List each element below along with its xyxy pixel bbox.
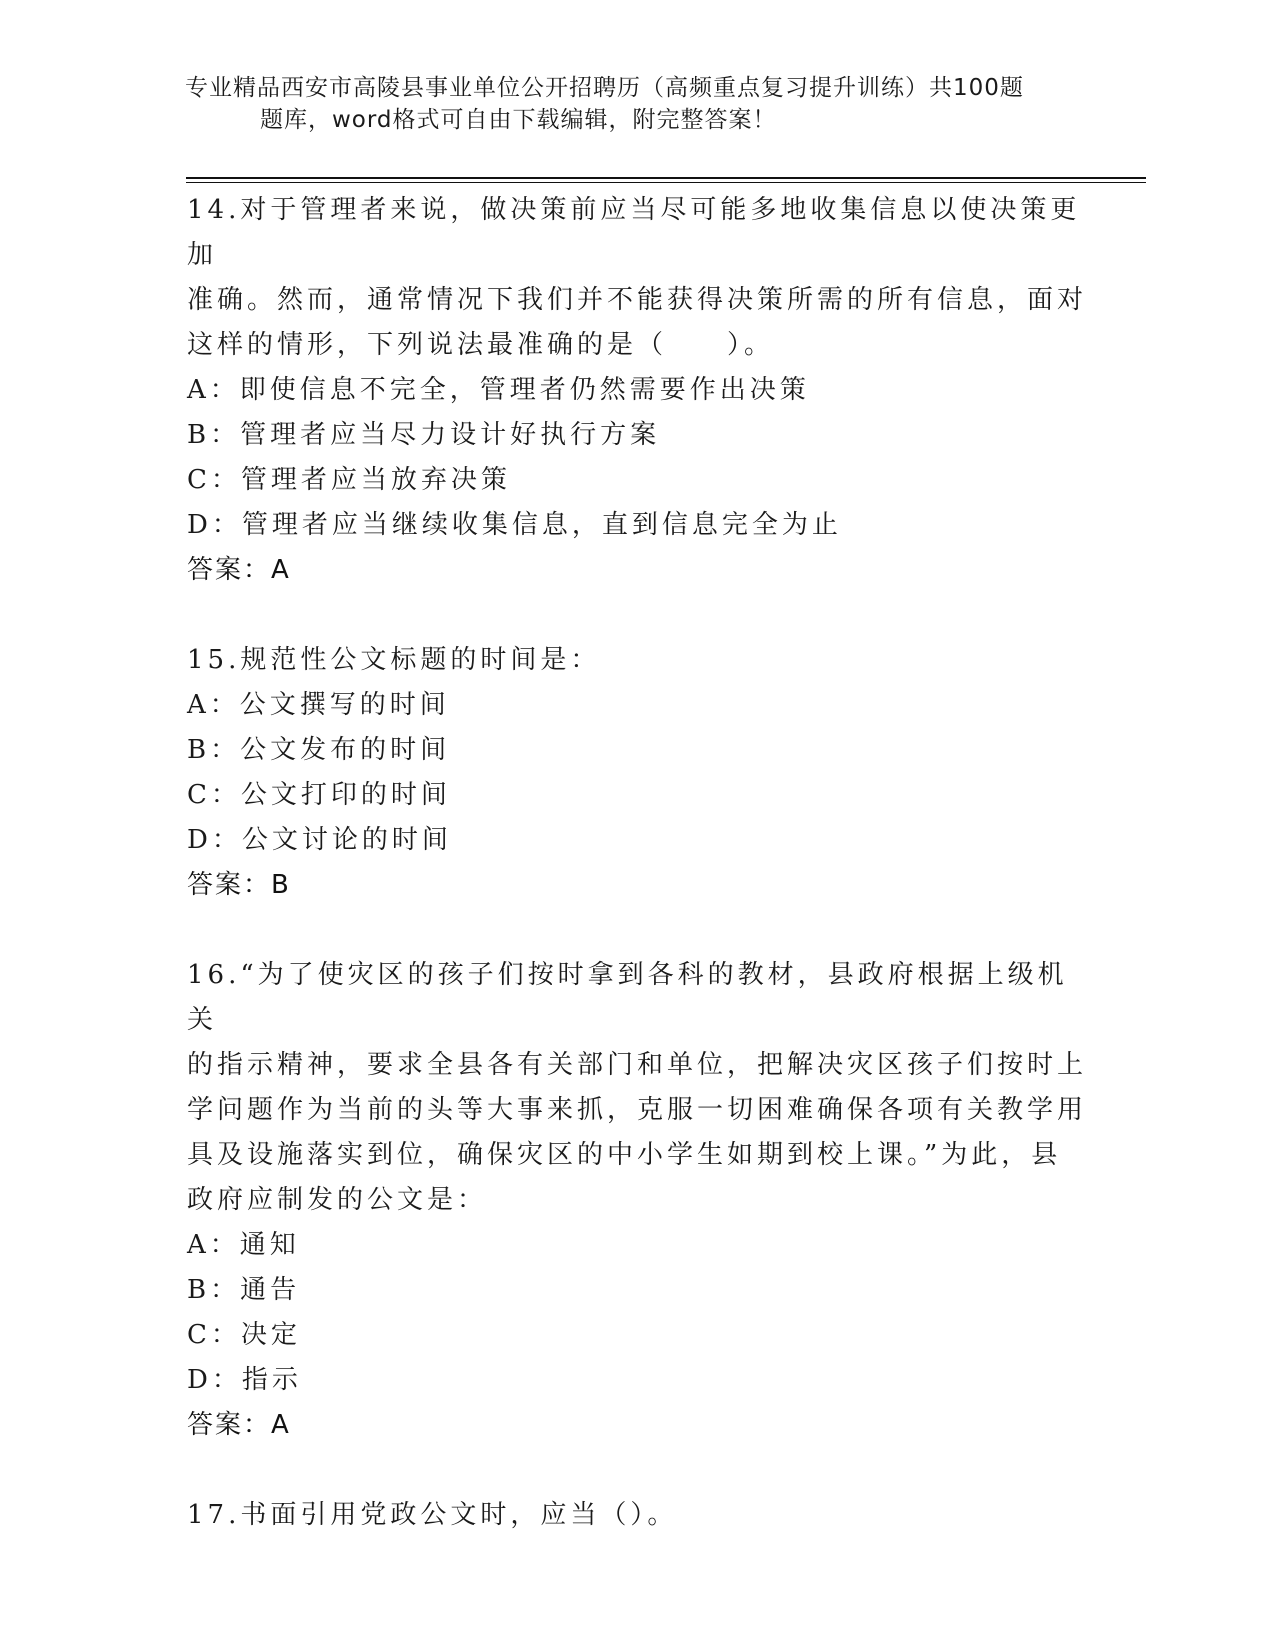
answer-line: 答案：A bbox=[187, 555, 291, 585]
question-16 bbox=[187, 953, 1087, 1448]
option-b: B：通告 bbox=[187, 1275, 301, 1305]
question-list bbox=[187, 188, 1087, 1538]
question-17 bbox=[187, 1493, 1087, 1538]
question-stem-line: 16.“为了使灾区的孩子们按时拿到各科的教材，县政府根据上级机关 bbox=[187, 960, 1068, 1035]
answer-line: 答案：A bbox=[187, 1410, 291, 1440]
option-d: D：指示 bbox=[187, 1365, 302, 1395]
spacer bbox=[187, 1448, 1087, 1493]
header-title-line-1: 专业精品西安市高陵县事业单位公开招聘历（高频重点复习提升训练）共100题 bbox=[185, 75, 1024, 101]
question-stem-line: 15.规范性公文标题的时间是： bbox=[187, 645, 601, 675]
option-c: C：管理者应当放弃决策 bbox=[187, 465, 511, 495]
spacer bbox=[187, 908, 1087, 953]
option-a: A：通知 bbox=[187, 1230, 300, 1260]
question-15 bbox=[187, 638, 1087, 908]
question-14 bbox=[187, 188, 1087, 593]
question-stem-line: 的指示精神，要求全县各有关部门和单位，把解决灾区孩子们按时上 bbox=[187, 1050, 1088, 1080]
option-a: A：公文撰写的时间 bbox=[187, 690, 450, 720]
header-divider-thin bbox=[186, 182, 1146, 183]
header-title-line-2: 题库，word格式可自由下载编辑，附完整答案！ bbox=[260, 107, 777, 133]
question-stem-line: 具及设施落实到位，确保灾区的中小学生如期到校上课。”为此，县 bbox=[187, 1140, 1062, 1170]
question-stem-line: 14.对于管理者来说，做决策前应当尽可能多地收集信息以使决策更加 bbox=[187, 195, 1081, 270]
option-b: B：公文发布的时间 bbox=[187, 735, 451, 765]
header-divider-thick bbox=[186, 177, 1146, 179]
option-b: B：管理者应当尽力设计好执行方案 bbox=[187, 420, 661, 450]
option-d: D：公文讨论的时间 bbox=[187, 825, 452, 855]
question-stem-line: 学问题作为当前的头等大事来抓，克服一切困难确保各项有关教学用 bbox=[187, 1095, 1088, 1125]
question-stem-line: 这样的情形，下列说法最准确的是（ ）。 bbox=[187, 330, 775, 360]
option-c: C：公文打印的时间 bbox=[187, 780, 451, 810]
option-d: D：管理者应当继续收集信息，直到信息完全为止 bbox=[187, 510, 842, 540]
option-c: C：决定 bbox=[187, 1320, 301, 1350]
question-stem-line: 17.书面引用党政公文时，应当（）。 bbox=[187, 1500, 678, 1530]
answer-line: 答案：B bbox=[187, 870, 291, 900]
question-stem-line: 准确。然而，通常情况下我们并不能获得决策所需的所有信息，面对 bbox=[187, 285, 1088, 315]
document-header bbox=[185, 72, 1065, 136]
question-stem-line: 政府应制发的公文是： bbox=[187, 1185, 488, 1215]
option-a: A：即使信息不完全，管理者仍然需要作出决策 bbox=[187, 375, 810, 405]
spacer bbox=[187, 593, 1087, 638]
